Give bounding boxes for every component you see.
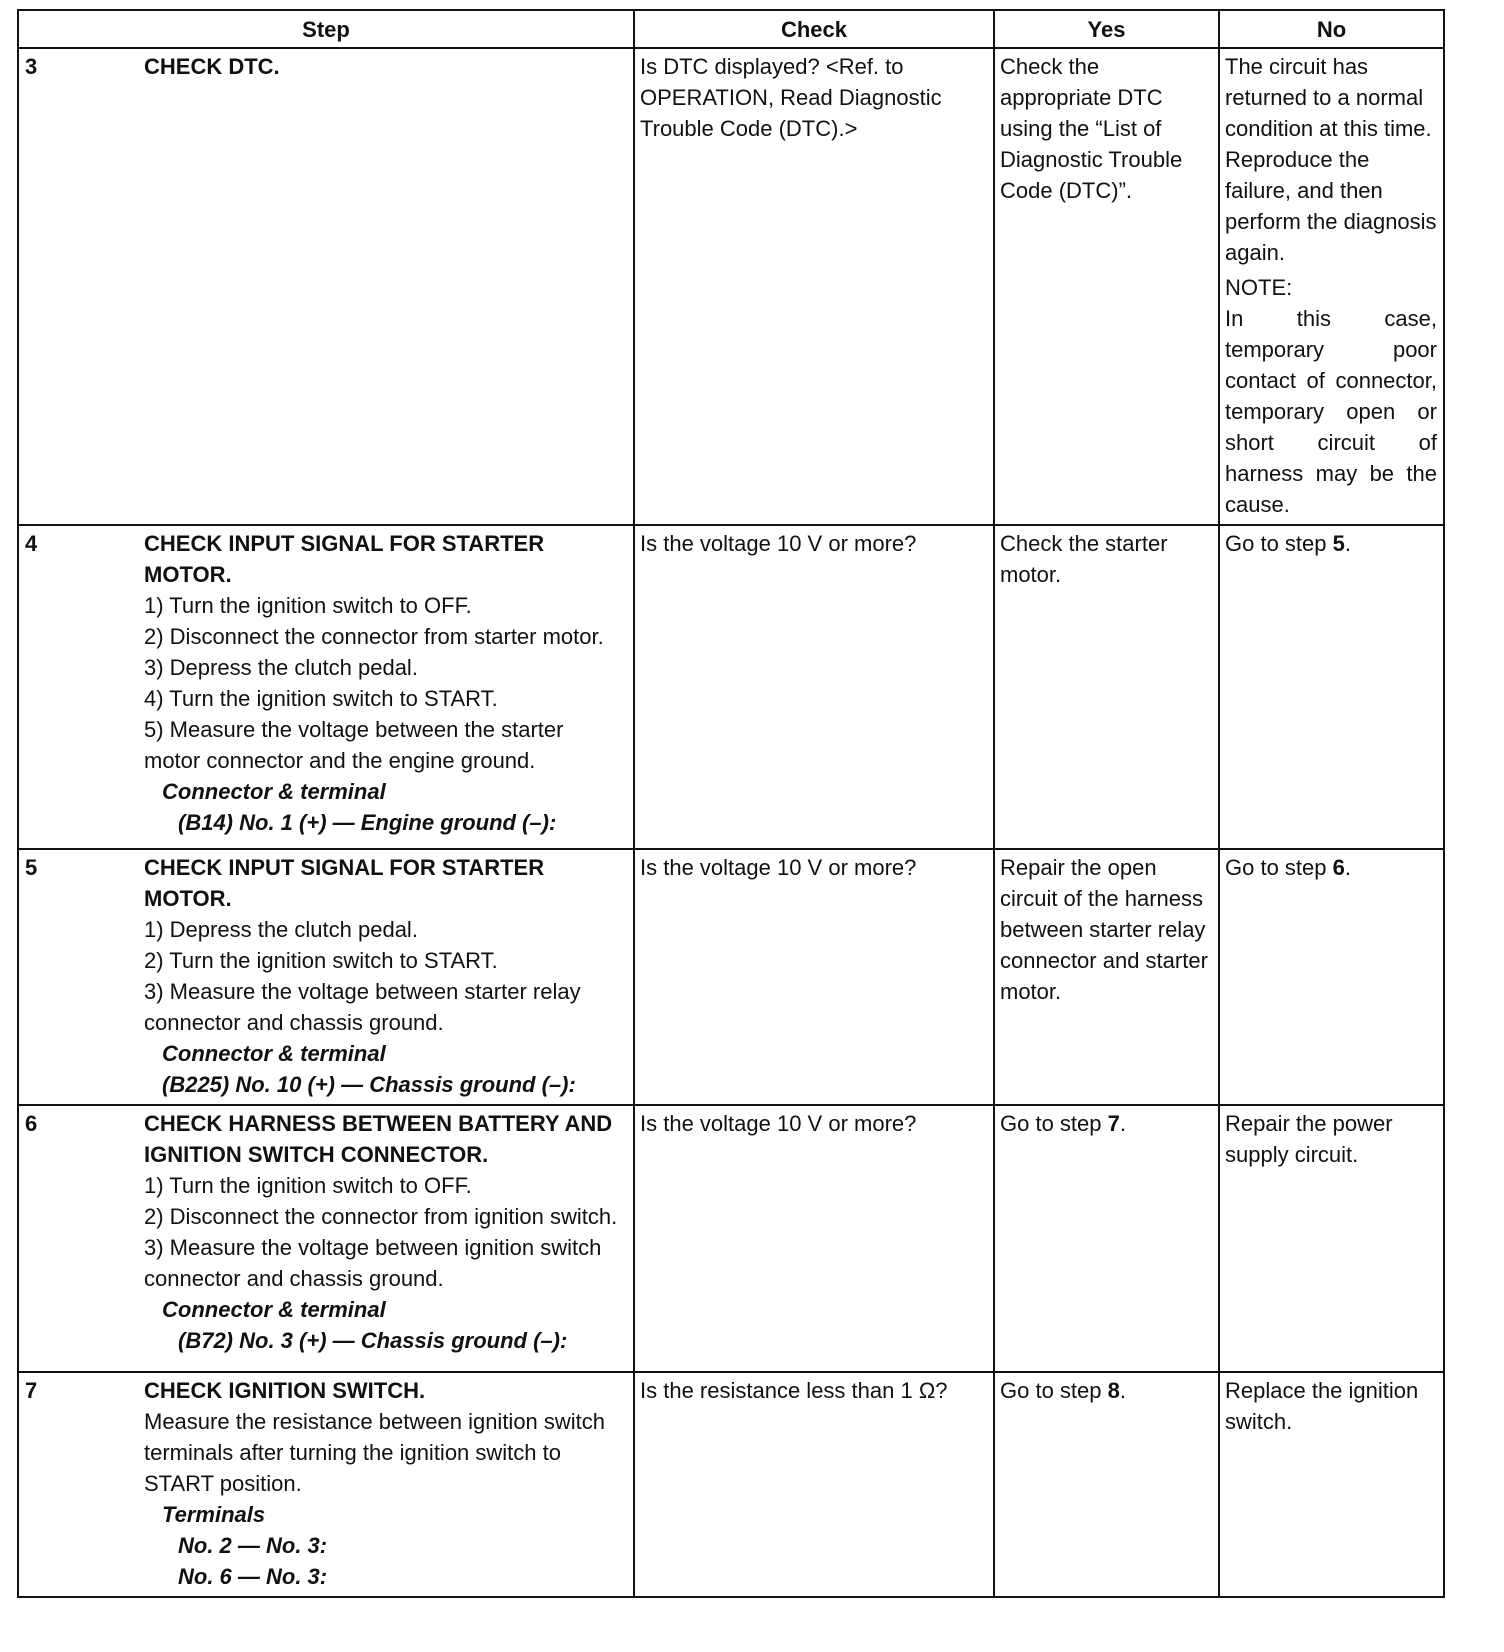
connector-value: (B14) No. 1 (+) — Engine ground (–): bbox=[178, 810, 557, 835]
note-label: NOTE: bbox=[1225, 275, 1293, 300]
diagnostic-table bbox=[17, 9, 1445, 1598]
go-to-text: Go to step bbox=[1225, 855, 1333, 880]
go-to-suffix: . bbox=[1119, 1111, 1126, 1136]
yes-cell: Check the starter motor. bbox=[994, 525, 1219, 849]
step-instruction: 1) Turn the ignition switch to OFF. bbox=[144, 1173, 472, 1198]
step-number: 5 bbox=[18, 849, 136, 1105]
step-instruction: 3) Measure the voltage between ignition switch connector and chassis ground. bbox=[144, 1235, 602, 1291]
step-instruction: 2) Disconnect the connector from starter motor. bbox=[144, 624, 604, 649]
connector-value: (B225) No. 10 (+) — Chassis ground (–): bbox=[162, 1072, 576, 1097]
go-to-text: Go to step bbox=[1225, 531, 1333, 556]
go-to-text: Go to step bbox=[1000, 1111, 1108, 1136]
step-instruction: 2) Disconnect the connector from ignition switch. bbox=[144, 1204, 618, 1229]
connector-label: Connector & terminal bbox=[162, 1041, 386, 1066]
step-title: CHECK IGNITION SWITCH. bbox=[144, 1378, 426, 1403]
step-title: CHECK INPUT SIGNAL FOR STARTER MOTOR. bbox=[144, 855, 545, 911]
yes-cell bbox=[994, 1105, 1219, 1372]
step-number: 3 bbox=[18, 48, 136, 525]
step-cell bbox=[136, 1372, 634, 1597]
check-cell: Is DTC displayed? <Ref. to OPERATION, Read Diagnostic Trouble Code (DTC).> bbox=[634, 48, 994, 525]
no-cell: Replace the ignition switch. bbox=[1219, 1372, 1444, 1597]
no-cell bbox=[1219, 849, 1444, 1105]
table-row bbox=[18, 1372, 1444, 1597]
yes-cell bbox=[994, 1372, 1219, 1597]
header-yes: Yes bbox=[994, 10, 1219, 48]
step-number: 6 bbox=[18, 1105, 136, 1372]
table-row bbox=[18, 525, 1444, 849]
connector-label: Connector & terminal bbox=[162, 779, 386, 804]
diagnostic-table-wrapper bbox=[17, 9, 1445, 1598]
header-row bbox=[18, 10, 1444, 48]
no-cell bbox=[1219, 525, 1444, 849]
step-instruction: Measure the resistance between ignition switch terminals after turning the ignition switch to START position. bbox=[144, 1409, 606, 1496]
step-instruction: 5) Measure the voltage between the starter motor connector and the engine ground. bbox=[144, 717, 564, 773]
step-instruction: 3) Measure the voltage between starter relay connector and chassis ground. bbox=[144, 979, 581, 1035]
table-row bbox=[18, 48, 1444, 525]
connector-value: (B72) No. 3 (+) — Chassis ground (–): bbox=[178, 1328, 568, 1353]
step-cell bbox=[136, 1105, 634, 1372]
go-to-step: 8 bbox=[1107, 1378, 1120, 1403]
step-number: 4 bbox=[18, 525, 136, 849]
step-instruction: 2) Turn the ignition switch to START. bbox=[144, 948, 498, 973]
note-text: In this case, temporary poor contact of connector, temporary open or short circuit of harness may be the cause. bbox=[1225, 306, 1437, 517]
header-check: Check bbox=[634, 10, 994, 48]
check-cell: Is the voltage 10 V or more? bbox=[634, 1105, 994, 1372]
connector-label: Connector & terminal bbox=[162, 1297, 386, 1322]
step-instruction: 1) Depress the clutch pedal. bbox=[144, 917, 418, 942]
terminal-pair: No. 2 — No. 3: bbox=[178, 1533, 328, 1558]
step-title: CHECK INPUT SIGNAL FOR STARTER MOTOR. bbox=[144, 531, 545, 587]
check-cell: Is the resistance less than 1 Ω? bbox=[634, 1372, 994, 1597]
yes-cell: Repair the open circuit of the harness between starter relay connector and starter motor. bbox=[994, 849, 1219, 1105]
yes-cell: Check the appropriate DTC using the “List of Diagnostic Trouble Code (DTC)”. bbox=[994, 48, 1219, 525]
step-instruction: 3) Depress the clutch pedal. bbox=[144, 655, 418, 680]
check-cell: Is the voltage 10 V or more? bbox=[634, 525, 994, 849]
step-title: CHECK DTC. bbox=[144, 54, 280, 79]
table-row bbox=[18, 1105, 1444, 1372]
header-step: Step bbox=[18, 10, 634, 48]
go-to-suffix: . bbox=[1119, 1378, 1126, 1403]
step-number: 7 bbox=[18, 1372, 136, 1597]
header-no: No bbox=[1219, 10, 1444, 48]
terminal-pair: No. 6 — No. 3: bbox=[178, 1564, 328, 1589]
step-cell bbox=[136, 849, 634, 1105]
no-cell: Repair the power supply circuit. bbox=[1219, 1105, 1444, 1372]
go-to-text: Go to step bbox=[1000, 1378, 1108, 1403]
go-to-step: 6 bbox=[1332, 855, 1345, 880]
go-to-step: 5 bbox=[1332, 531, 1345, 556]
go-to-step: 7 bbox=[1107, 1111, 1120, 1136]
table-row bbox=[18, 849, 1444, 1105]
go-to-suffix: . bbox=[1344, 855, 1351, 880]
step-title: CHECK HARNESS BETWEEN BATTERY AND IGNITION SWITCH CONNECTOR. bbox=[144, 1111, 613, 1167]
go-to-suffix: . bbox=[1344, 531, 1351, 556]
no-cell bbox=[1219, 48, 1444, 525]
check-cell: Is the voltage 10 V or more? bbox=[634, 849, 994, 1105]
step-instruction: 4) Turn the ignition switch to START. bbox=[144, 686, 498, 711]
step-cell bbox=[136, 48, 634, 525]
step-instruction: 1) Turn the ignition switch to OFF. bbox=[144, 593, 472, 618]
no-text: The circuit has returned to a normal condition at this time. Reproduce the failure, and then perform the diagnosis again. bbox=[1225, 54, 1437, 265]
step-cell bbox=[136, 525, 634, 849]
terminals-label: Terminals bbox=[162, 1502, 266, 1527]
